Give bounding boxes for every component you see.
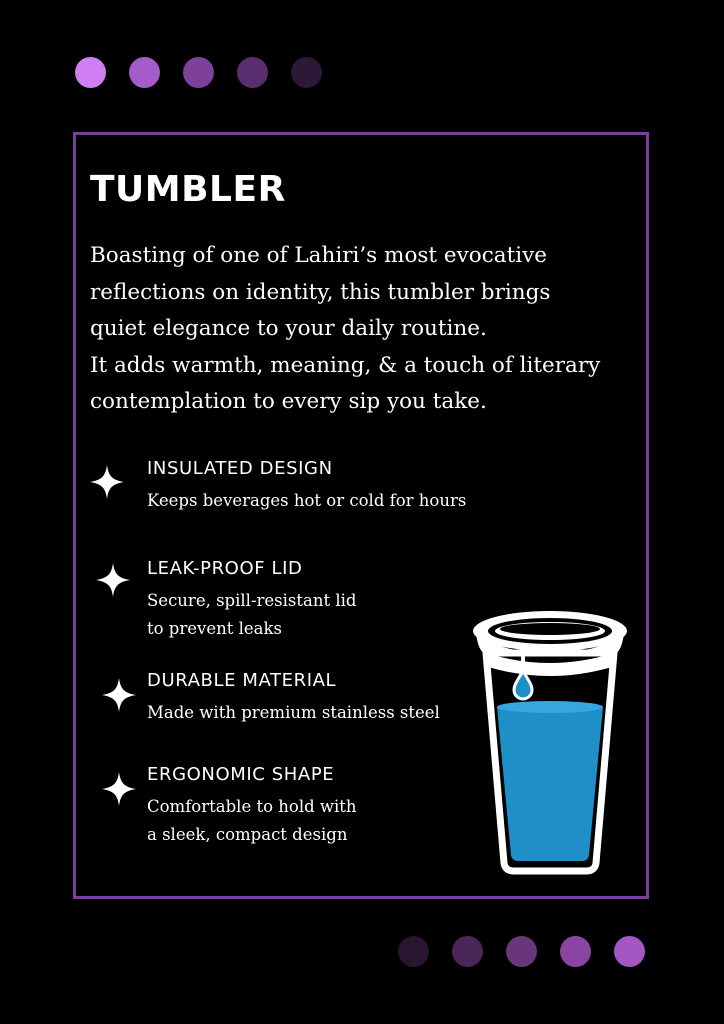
decorative-dot: [452, 936, 483, 967]
decorative-dot: [560, 936, 591, 967]
decorative-dot: [237, 57, 268, 88]
product-description: [90, 238, 650, 421]
decorative-dot: [129, 57, 160, 88]
bottom-dots-decoration: [398, 936, 645, 967]
top-dots-decoration: [75, 57, 322, 88]
decorative-dot: [398, 936, 429, 967]
page-title: TUMBLER: [90, 169, 286, 210]
decorative-dot: [183, 57, 214, 88]
feature-description: [147, 487, 466, 515]
feature-description-line: Secure, spill-resistant lid: [147, 591, 357, 610]
description-line: It adds warmth, meaning, & a touch of literary: [90, 352, 601, 378]
feature-heading: DURABLE MATERIAL: [147, 670, 337, 691]
feature-heading: INSULATED DESIGN: [147, 458, 333, 479]
sparkle-icon: [90, 465, 124, 499]
description-line: quiet elegance to your daily routine.: [90, 316, 487, 341]
description-line: contemplation to every sip you take.: [90, 389, 487, 414]
feature-description-line: Comfortable to hold with: [147, 797, 357, 816]
feature-description-line: a sleek, compact design: [147, 825, 348, 844]
sparkle-icon: [96, 563, 130, 597]
decorative-dot: [75, 57, 106, 88]
sparkle-icon: [102, 772, 136, 806]
sparkle-icon: [102, 678, 136, 712]
feature-description: [147, 587, 356, 643]
decorative-dot: [614, 936, 645, 967]
feature-heading: LEAK-PROOF LID: [147, 558, 303, 579]
decorative-dot: [291, 57, 322, 88]
description-line: reflections on identity, this tumbler brings: [90, 279, 551, 305]
feature-heading: ERGONOMIC SHAPE: [147, 764, 335, 785]
tumbler-with-water-drop-icon: [470, 605, 630, 875]
feature-description-line: to prevent leaks: [147, 619, 282, 638]
feature-description: [147, 793, 357, 849]
feature-description-line: Made with premium stainless steel: [147, 703, 440, 722]
description-line: Boasting of one of Lahiri’s most evocative: [90, 243, 547, 268]
feature-description: [147, 699, 440, 727]
decorative-dot: [506, 936, 537, 967]
feature-description-line: Keeps beverages hot or cold for hours: [147, 491, 467, 510]
